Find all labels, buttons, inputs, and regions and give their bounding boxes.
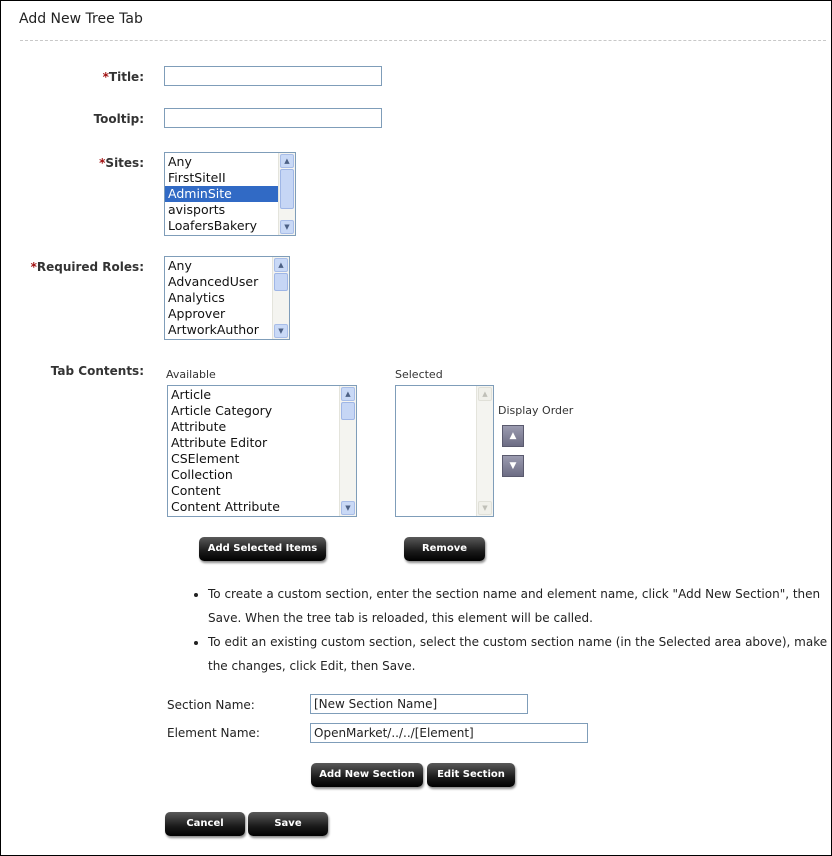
scroll-thumb[interactable] [274, 273, 288, 291]
instructions-list [190, 582, 832, 678]
list-option[interactable]: LoafersBakery [168, 218, 258, 233]
available-label: Available [166, 368, 216, 381]
list-option[interactable]: Analytics [168, 290, 225, 305]
page-title: Add New Tree Tab [19, 11, 143, 27]
list-option[interactable]: FirstSiteII [168, 170, 226, 185]
list-option[interactable]: AdminSite [165, 186, 278, 202]
selected-label: Selected [395, 368, 443, 381]
available-scrollbar[interactable] [339, 386, 356, 516]
tooltip-input[interactable] [164, 108, 382, 128]
tab-contents-label: Tab Contents: [50, 364, 144, 378]
sites-scrollbar[interactable] [278, 153, 295, 235]
scroll-down-icon[interactable]: ▼ [274, 324, 288, 338]
list-option[interactable]: Content Attribute [171, 499, 280, 514]
element-name-input[interactable] [310, 723, 588, 743]
sites-listbox[interactable] [164, 152, 296, 236]
list-option[interactable]: CSElement [171, 451, 240, 466]
arrow-up-icon: ▲ [509, 431, 517, 441]
scroll-thumb[interactable] [341, 402, 355, 420]
move-up-button[interactable] [502, 425, 524, 447]
list-option[interactable]: Any [168, 258, 192, 273]
list-option[interactable]: avisports [168, 202, 226, 217]
scroll-down-icon[interactable]: ▼ [341, 501, 355, 515]
display-order-label: Display Order [498, 404, 574, 417]
title-divider [20, 40, 826, 41]
instruction-item: • To edit an existing custom section, select the custom section name (in the Selected area above), make the changes, click Edit, then Save. [208, 630, 832, 678]
move-down-button[interactable] [502, 455, 524, 477]
scroll-up-icon[interactable]: ▲ [280, 154, 294, 168]
available-listbox[interactable] [167, 385, 357, 517]
scroll-up-icon[interactable]: ▲ [341, 387, 355, 401]
save-button[interactable]: Save [248, 812, 328, 836]
roles-listbox[interactable] [164, 256, 290, 340]
scroll-down-icon[interactable]: ▼ [478, 501, 492, 515]
list-option[interactable]: Article [171, 387, 212, 402]
list-option[interactable]: Content [171, 483, 221, 498]
title-label: *Title: [102, 70, 144, 84]
add-new-section-button[interactable]: Add New Section [311, 763, 423, 787]
list-option[interactable]: Any [168, 154, 192, 169]
section-name-input[interactable] [310, 694, 528, 714]
element-name-label: Element Name: [167, 726, 260, 740]
list-option[interactable]: Collection [171, 467, 233, 482]
sites-label: *Sites: [99, 156, 144, 170]
title-input[interactable] [164, 66, 382, 86]
list-option[interactable]: Approver [168, 306, 226, 321]
list-option[interactable]: ArtworkAuthor [168, 322, 259, 337]
selected-listbox[interactable] [395, 385, 494, 517]
section-name-label: Section Name: [167, 698, 255, 712]
arrow-down-icon: ▼ [509, 461, 517, 471]
scroll-up-icon[interactable]: ▲ [274, 258, 288, 272]
selected-scrollbar[interactable] [476, 386, 493, 516]
remove-button[interactable]: Remove [404, 537, 485, 561]
tooltip-label: Tooltip: [93, 112, 144, 126]
scroll-down-icon[interactable]: ▼ [280, 220, 294, 234]
add-selected-items-button[interactable]: Add Selected Items [199, 537, 326, 561]
scroll-thumb[interactable] [280, 169, 294, 209]
instruction-item: • To create a custom section, enter the section name and element name, click "Add New Section", then Save. When the tree tab is reloaded, this element will be called. [208, 582, 832, 630]
roles-label: *Required Roles: [30, 260, 144, 274]
list-option[interactable]: Attribute Editor [171, 435, 268, 450]
edit-section-button[interactable]: Edit Section [427, 763, 515, 787]
cancel-button[interactable]: Cancel [165, 812, 245, 836]
list-option[interactable]: Attribute [171, 419, 227, 434]
roles-scrollbar[interactable] [272, 257, 289, 339]
required-mark: * [102, 70, 109, 84]
list-option[interactable]: Article Category [171, 403, 273, 418]
scroll-up-icon[interactable]: ▲ [478, 387, 492, 401]
list-option[interactable]: AdvancedUser [168, 274, 259, 289]
